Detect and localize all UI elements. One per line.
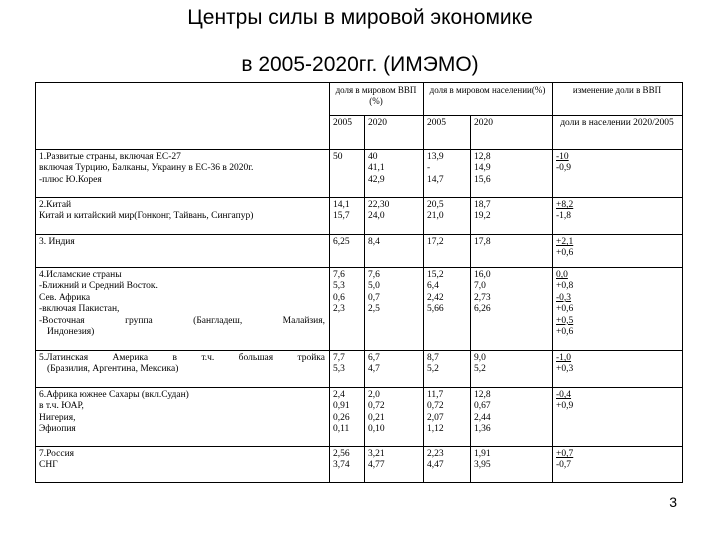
value: 0,11 (333, 424, 350, 435)
label-line: -Восточная группа (Бангладеш, Малайзия, (39, 315, 325, 326)
label-line: Китай и китайский мир(Гонконг, Тайвань, Сингапур) (39, 211, 254, 222)
gdp-2005-cell (330, 235, 365, 268)
value: 4,77 (368, 460, 385, 471)
change-cell (553, 198, 683, 235)
pop-2020-cell (471, 198, 553, 235)
value: 6,7 (368, 353, 380, 363)
value: 5,66 (427, 304, 444, 315)
gdp-2020-cell (365, 351, 424, 388)
subheader-pop-2020: 2020 (471, 116, 553, 150)
label-line: (Бразилия, Аргентина, Мексика) (47, 364, 179, 375)
value: -0,9 (556, 163, 572, 174)
value: 7,6 (333, 270, 345, 280)
gdp-2005-cell (330, 198, 365, 235)
value: 5,3 (333, 281, 345, 292)
pop-2005-cell (424, 388, 471, 447)
header-empty-cell (36, 83, 330, 150)
value: +0,9 (556, 401, 574, 412)
table-row (36, 351, 683, 388)
value: 21,0 (427, 211, 444, 222)
pop-2020-cell (471, 447, 553, 483)
change-cell (553, 150, 683, 198)
gdp-2020-cell (365, 447, 424, 483)
value: 0,7 (368, 292, 380, 303)
value: 0,10 (368, 424, 385, 435)
value: 2,73 (474, 292, 491, 303)
gdp-2005-cell (330, 447, 365, 483)
pop-2020-cell (471, 268, 553, 351)
table-row (36, 150, 683, 198)
label-line: 5.Латинская Америка в т.ч. большая тройка (39, 353, 325, 363)
row-label (36, 150, 330, 198)
value: 0,26 (333, 412, 350, 423)
label-line: Сев. Африка (39, 292, 91, 303)
value: 4,7 (368, 364, 380, 375)
value: 42,9 (368, 174, 385, 185)
label-line: 2.Китай (39, 200, 72, 210)
value: 18,7 (474, 200, 491, 210)
header-pop-share: доля в мировом населении(%) (424, 83, 553, 116)
value: 12,8 (474, 390, 491, 400)
pop-2020-cell (471, 351, 553, 388)
value: -0,3 (556, 292, 572, 303)
data-table (35, 82, 683, 483)
value: +0,6 (556, 248, 574, 259)
value: 8,4 (368, 237, 380, 247)
value: 5,0 (368, 281, 380, 292)
gdp-2005-cell (330, 351, 365, 388)
gdp-2020-cell (365, 150, 424, 198)
pop-2020-cell (471, 235, 553, 268)
value: 2,07 (427, 412, 444, 423)
value: 2,4 (333, 390, 345, 400)
value: 8,7 (427, 353, 439, 363)
label-line: 6.Африка южнее Сахары (вкл.Судан) (39, 390, 189, 400)
value: 14,9 (474, 163, 491, 174)
header-row (36, 83, 683, 116)
gdp-2020-cell (365, 198, 424, 235)
value: 2,3 (333, 304, 345, 315)
value: 2,23 (427, 449, 444, 459)
value: +0,7 (556, 449, 574, 459)
row-label (36, 447, 330, 483)
value: 0,72 (368, 401, 385, 412)
value: 19,2 (474, 211, 491, 222)
value: +8,2 (556, 200, 574, 210)
pop-2005-cell (424, 268, 471, 351)
value: 7,6 (368, 270, 380, 280)
table-row (36, 198, 683, 235)
value: +0,6 (556, 304, 574, 315)
pop-2005-cell (424, 198, 471, 235)
gdp-2020-cell (365, 268, 424, 351)
value: 2,0 (368, 390, 380, 400)
value: 6,25 (333, 237, 350, 247)
subheader-ratio: доли в населении 2020/2005 (553, 116, 683, 150)
value: +0,5 (556, 315, 574, 326)
value: +2,1 (556, 237, 574, 247)
row-label (36, 388, 330, 447)
value: -0,4 (556, 390, 572, 400)
label-line: Эфиопия (39, 424, 76, 435)
gdp-2005-cell (330, 150, 365, 198)
value: 0,21 (368, 412, 385, 423)
value: +0,6 (556, 327, 574, 338)
subheader-gdp-2020: 2020 (365, 116, 424, 150)
table-row (36, 268, 683, 351)
value: 3,95 (474, 460, 491, 471)
value: 0,6 (333, 292, 345, 303)
value: 16,0 (474, 270, 491, 280)
label-line: -включая Пакистан, (39, 304, 120, 315)
value: 2,44 (474, 412, 491, 423)
value: 22,30 (368, 200, 390, 210)
value: 15,6 (474, 174, 491, 185)
value: 6,26 (474, 304, 491, 315)
change-cell (553, 351, 683, 388)
value: -0,7 (556, 460, 572, 471)
value: 5,2 (474, 364, 486, 375)
pop-2005-cell (424, 447, 471, 483)
label-line: включая Турцию, Балканы, Украину в ЕС-36 в 2020г. (39, 163, 254, 174)
pop-2020-cell (471, 388, 553, 447)
value: 40 (368, 152, 378, 162)
row-label (36, 268, 330, 351)
value: 1,36 (474, 424, 491, 435)
slide-subtitle: в 2005-2020гг. (ИМЭМО) (241, 53, 479, 76)
gdp-2020-cell (365, 235, 424, 268)
value: -1,8 (556, 211, 572, 222)
label-line: -плюс Ю.Корея (39, 174, 102, 185)
value: 24,0 (368, 211, 385, 222)
label-line: 4.Исламские страны (39, 270, 122, 280)
label-line: 1.Развитые страны, включая ЕС-27 (39, 152, 181, 162)
value: 4,47 (427, 460, 444, 471)
value: 11,7 (427, 390, 444, 400)
value: 14,1 (333, 200, 350, 210)
value: 12,8 (474, 152, 491, 162)
value: 15,2 (427, 270, 444, 280)
value: 2,56 (333, 449, 350, 459)
gdp-2020-cell (365, 388, 424, 447)
value: -10 (556, 152, 569, 162)
page-number: 3 (669, 494, 677, 510)
change-cell (553, 388, 683, 447)
value: 0,67 (474, 401, 491, 412)
value: 5,3 (333, 364, 345, 375)
value: 7,0 (474, 281, 486, 292)
row-label (36, 351, 330, 388)
label-line: СНГ (39, 460, 58, 471)
change-cell (553, 447, 683, 483)
value: 20,5 (427, 200, 444, 210)
value: 1,12 (427, 424, 444, 435)
subheader-pop-2005: 2005 (424, 116, 471, 150)
value: 9,0 (474, 353, 486, 363)
header-change: изменение доли в ВВП (553, 83, 683, 116)
value: 7,7 (333, 353, 345, 363)
value: 5,2 (427, 364, 439, 375)
pop-2005-cell (424, 235, 471, 268)
value: 41,1 (368, 163, 385, 174)
pop-2005-cell (424, 351, 471, 388)
table-row (36, 235, 683, 268)
pop-2020-cell (471, 150, 553, 198)
label-line: 3. Индия (39, 237, 75, 247)
value: 17,2 (427, 237, 444, 247)
slide-title: Центры силы в мировой экономике (187, 6, 533, 29)
value: 0,72 (427, 401, 444, 412)
value: 50 (333, 152, 343, 162)
value: 15,7 (333, 211, 350, 222)
value: - (427, 163, 431, 174)
label-line: Нигерия, (39, 412, 76, 423)
pop-2005-cell (424, 150, 471, 198)
value: 6,4 (427, 281, 439, 292)
value: 1,91 (474, 449, 491, 459)
change-cell (553, 235, 683, 268)
value: 0,0 (556, 270, 568, 280)
change-cell (553, 268, 683, 351)
header-gdp-share: доля в мировом ВВП (%) (330, 83, 424, 116)
gdp-2005-cell (330, 268, 365, 351)
label-line: в т.ч. ЮАР, (39, 401, 84, 412)
label-line: Индонезия) (47, 327, 95, 338)
row-label (36, 235, 330, 268)
value: 0,91 (333, 401, 350, 412)
label-line: -Ближний и Средний Восток. (39, 281, 158, 292)
table-row (36, 388, 683, 447)
value: 2,42 (427, 292, 444, 303)
value: 3,74 (333, 460, 350, 471)
row-label (36, 198, 330, 235)
value: -1,0 (556, 353, 572, 363)
value: 3,21 (368, 449, 385, 459)
table-row (36, 447, 683, 483)
label-line: 7.Россия (39, 449, 75, 459)
gdp-2005-cell (330, 388, 365, 447)
value: 14,7 (427, 174, 444, 185)
value: +0,8 (556, 281, 574, 292)
value: 17,8 (474, 237, 491, 247)
subheader-gdp-2005: 2005 (330, 116, 365, 150)
value: +0,3 (556, 364, 574, 375)
value: 13,9 (427, 152, 444, 162)
value: 2,5 (368, 304, 380, 315)
